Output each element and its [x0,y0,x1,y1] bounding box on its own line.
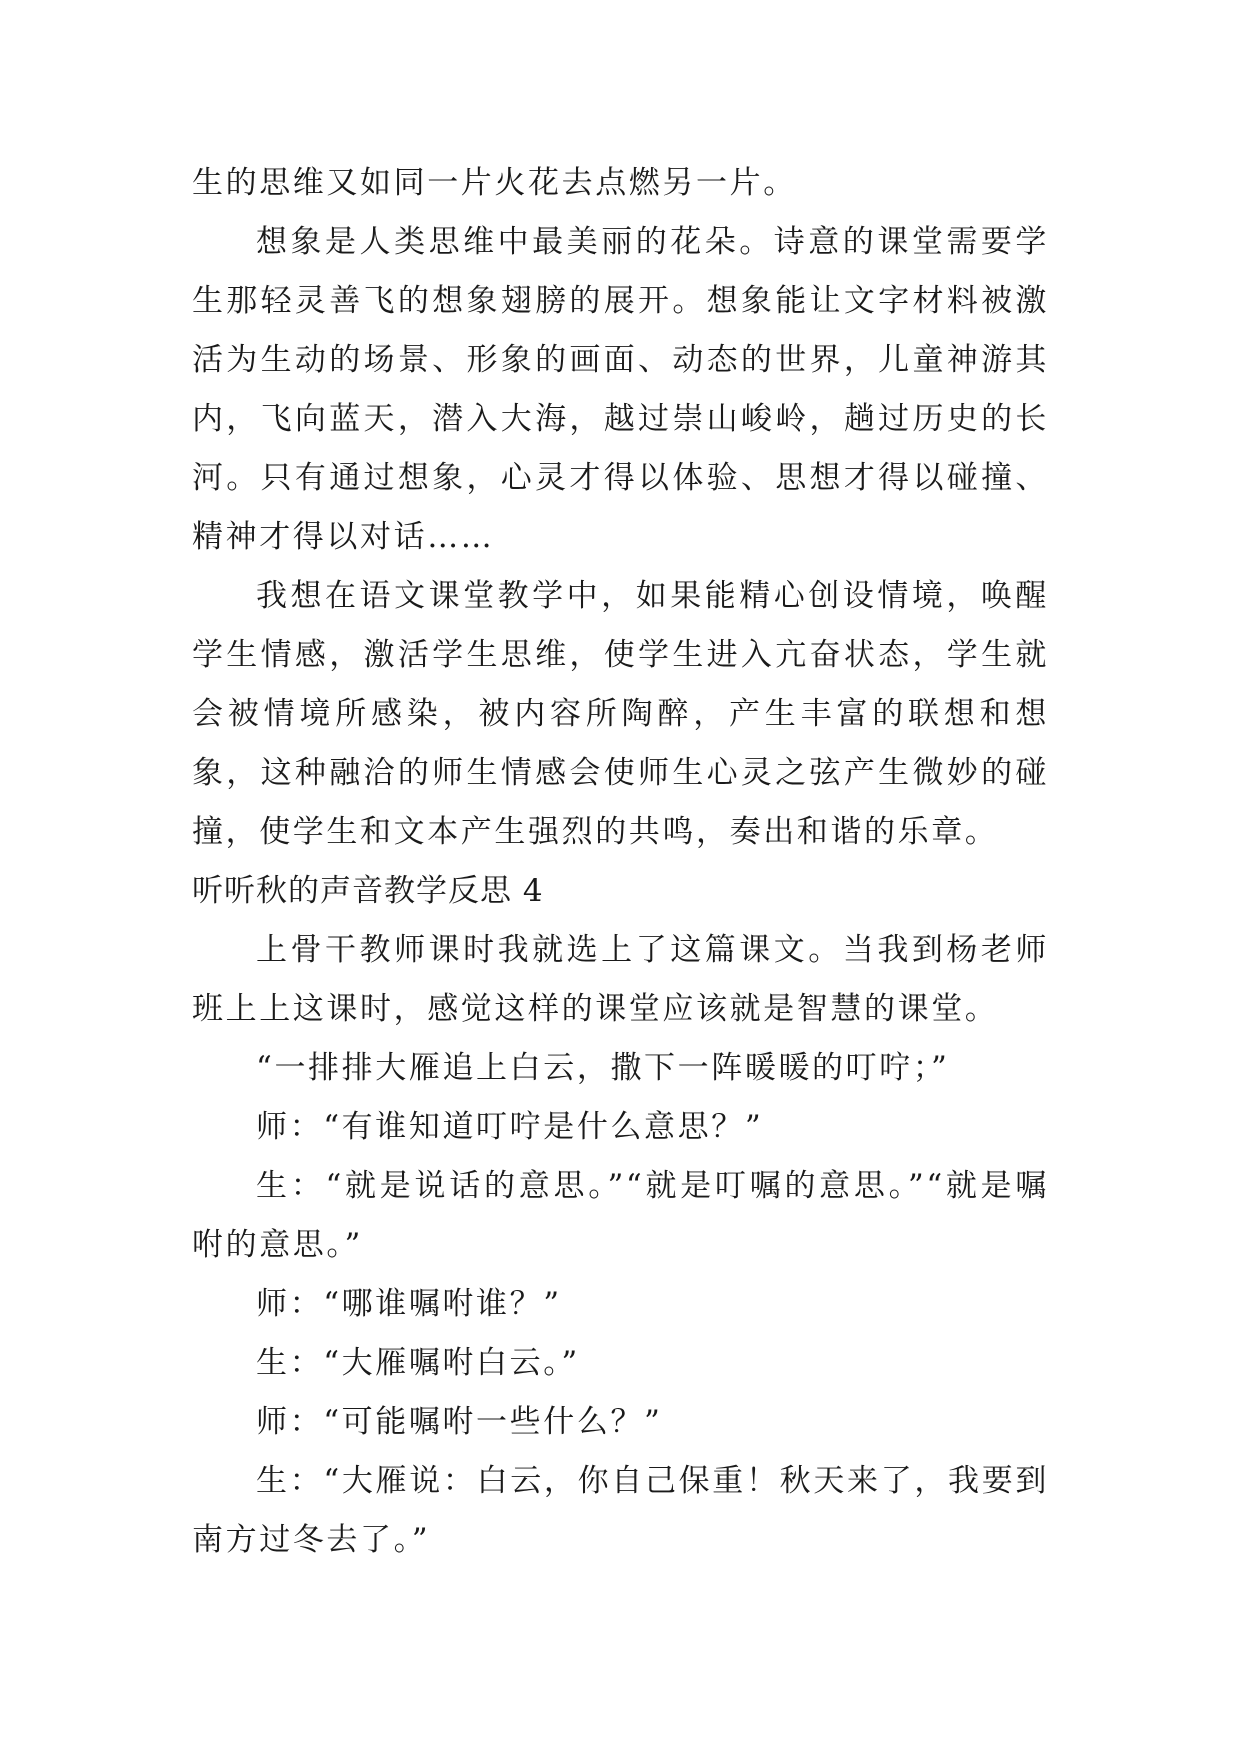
document-body [192,154,1049,1570]
paragraph-continuation: 生的思维又如同一片火花去点燃另一片。 [192,165,797,201]
paragraph-imagination: 想象是人类思维中最美丽的花朵。诗意的课堂需要学生那轻灵善飞的想象翅膀的展开。想象能让文字材料被激活为生动的场景、形象的画面、动态的世界，儿童神游其内，飞向蓝天，潜入大海，越过崇山峻岭，趟过历史的长河。只有通过想象，心灵才得以体验、思想才得以碰撞、精神才得以对话…… [192,224,1049,555]
dialogue-line: 师：“有谁知道叮咛是什么意思？” [256,1109,764,1145]
paragraph-section-intro: 上骨干教师课时我就选上了这篇课文。当我到杨老师班上上这课时，感觉这样的课堂应该就是智慧的课堂。 [192,932,1049,1027]
dialogue-line: 生：“大雁嘱咐白云。” [256,1345,580,1381]
dialogue-line: 师：“哪谁嘱咐谁？” [256,1286,562,1322]
section-heading: 听听秋的声音教学反思 4 [192,873,544,909]
dialogue-line: 师：“可能嘱咐一些什么？” [256,1404,663,1440]
dialogue-line: 生：“就是说话的意思。”“就是叮嘱的意思。”“就是嘱咐的意思。” [192,1168,1049,1263]
paragraph-classroom-situation: 我想在语文课堂教学中，如果能精心创设情境，唤醒学生情感，激活学生思维，使学生进入亢奋状态，学生就会被情境所感染，被内容所陶醉，产生丰富的联想和想象，这种融洽的师生情感会使师生心灵之弦产生微妙的碰撞，使学生和文本产生强烈的共鸣，奏出和谐的乐章。 [192,578,1049,850]
paragraph-quote-text: “一排排大雁追上白云，撒下一阵暖暖的叮咛；” [256,1050,950,1086]
dialogue-line: 生：“大雁说：白云，你自己保重！秋天来了，我要到南方过冬去了。” [192,1463,1049,1558]
